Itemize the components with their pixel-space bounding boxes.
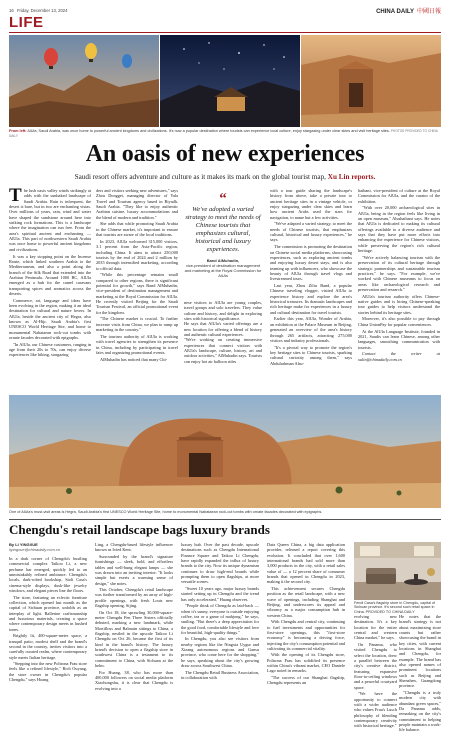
article-headline: An oasis of new experiences	[85, 141, 365, 167]
fendi-store-photo	[354, 542, 441, 600]
hero-caption-text: AlUla, Saudi Arabia, was once home to powerful ancient kingdoms and civilizations. It's now a popular destination where tourists can experience local culture, enjoy stargazing under clear skies and visit heritage sites.	[27, 129, 390, 133]
pull-quote-attribution	[184, 258, 262, 278]
hero-photos	[9, 35, 441, 127]
paragraph: he lush oasis valley winds strikingly at odds with the sunbaked landscape of Saudi Arabia. Rain is infrequent, the desert is bare, but in two are enchanting vistas. Over millions of years, rain, wind and water have shaped the sandstone around here into striking rock formations. This is a landscape where the imagination can run free. From the area's spiritual ancient and enchanting — AlUla. This part of northwestern Saudi Arabia was once home to powerful ancient kingdoms and civilizations.	[9, 188, 91, 252]
section-title: LIFE	[9, 14, 44, 31]
article-deck	[9, 173, 441, 181]
article-column-1	[9, 188, 91, 393]
paragraph: "It's a pivotal way to promote the region's key heritage sites to Chinese tourists, sparking cultural curiosity among them," says Abdulrahman Alsu-	[270, 344, 352, 366]
paragraph: This October, Chengdu's retail landscape was further transformed by an array of high-profile openings, with fresh Louis new flagship opening, Sijing.	[95, 587, 173, 609]
hero-caption	[9, 129, 441, 138]
paragraph: For Huang, 38, who has more than 400,000 followers on social media platform Xiaohongshu, it is clear that Chengdu is evolving into a	[95, 669, 173, 691]
byline-name: By LI YINGXUE	[9, 542, 38, 547]
paragraph: "While this percentage remains small compared to other regions, there is significant potential for growth," says Band AlMuhadin, vice-president of destination management and marketing at the Royal Commission for AlUla. He recently visited Beijing for the Saudi Tourism Festival, an official promotional event for the kingdom.	[96, 272, 178, 315]
pull-quote-text: We've adopted a varied strategy to meet the needs of Chinese tourists that emphasizes cultural, historical and luxury experiences.	[185, 206, 261, 253]
paragraph: The commission is promoting the destination on Chinese social media platforms, showcasing experiences, such as exploring ancient tombs and enjoying luxury desert stays, and is also teaming up with influencers, who showcase the beauty of AlUla through travel vlogs and livestreamed tours.	[270, 244, 352, 282]
paragraph: The tourism authority of AlUla is working with travel agencies to strengthen its presence in China, including by participating in travel fairs and organizing promotional events.	[96, 333, 178, 355]
paragraph: "We have the opportunity to connect with a wider audience who values Frau's Lusch philosophy of blending contemporary creativity with historical heritage."	[354, 691, 397, 729]
paragraph: "We've adapted a varied strategy, to meet the needs of Chinese tourists, that emphasizes cultural, historical and luxury experiences," he says.	[270, 221, 352, 243]
photo-stargazing	[160, 35, 300, 127]
writer-contact: Contact the writer at xulin@chinadaily.com.cn	[358, 351, 440, 362]
hegra-photo	[9, 395, 441, 508]
paragraph: In a dark corner of Chengdu's bustling commercial complex Taikoo Li, a new perfume bar emerged, quickly led to an unmistakably refined ambiance. Chengdu's locals, dark-robed bookshop, Stoli Casa's cinema-style displays, dusk-like jewelry windows, and elegant pieces line the floors.	[9, 556, 87, 594]
paragraph: She adds that while promoting Saudi Arabia to the Chinese market, it's important to ensure that tourists are aware of the local traditions.	[96, 221, 178, 238]
article2-column-1	[9, 556, 87, 742]
paragraph: The store, featuring an eclectic furniture collection, which opened last month as the capital of Sichuan province, unfolds as an interplay of light. Ballerine craftsmanship and luxurious materials, creating a space where contemporary design meets in hushed tones.	[9, 594, 87, 632]
paragraph: This achievement secures Chengdu position as the retail landscape, with a new wave of openings, including Shanghai and Beijing, and underscores its appeal and vibrancy as a major consumption hub in western China.	[267, 585, 345, 618]
paragraph: evolving new destination. It's a key location for the entire central and western China market," he says.	[354, 614, 397, 641]
article2-column-6	[399, 614, 441, 742]
photo-balloons	[9, 35, 159, 127]
paragraph: "We're actively balancing tourism with the preservation of its cultural heritage through strategic partnerships and sustainable tourism practices," he says. "For example, we've worked with Chinese museums to focus on areas like archaeological research and preservation and research."	[358, 254, 440, 292]
article2-column-4	[267, 542, 345, 742]
deck-author: Xu Lin reports.	[327, 173, 376, 181]
paragraph: "Stepping into the new Poltrona Frau store feels like a refined lifestyle," Rich Ouyang, the store owner in Chengdu's popular Chengdu," says Hoang	[9, 661, 87, 683]
paragraph: with a tour guide sharing the landscape's history from above, take a private tour to ancient heritage sites in a vintage vehicle, or enjoy stargazing under clear skies and learn how ancient Arabs used the stars for navigation, to name but a few activities.	[270, 188, 352, 220]
paragraph: In 2023, AlUla welcomed 315,000 visitors, 3.1 percent from the Asia-Pacific region, including China. It aims to attract 250,000 tourists by the end of 2024 and 2 million by 2035 through intensified marketing, according to official data.	[96, 238, 178, 271]
article2-column-2	[95, 542, 173, 742]
paragraph: "The Chinese market is crucial. To further increase visits from China, we plan to ramp up marketing in the country."	[96, 316, 178, 333]
paragraph: The Chengdu Retail Business Association, in collaboration with	[181, 669, 259, 680]
paragraph: haibani, vice-president of culture at the Royal Commission for AlUla, and the curator of the exhibition.	[358, 188, 440, 204]
paragraph: nese visitors to AlUla are young couples, travel groups and solo travelers. They value culture and history, and delight in exploring sites with historical significance.	[184, 300, 262, 322]
article-column-2	[96, 188, 178, 393]
hero-caption-label: From left:	[9, 129, 27, 133]
article2-column-5	[354, 614, 397, 742]
paragraph: Earlier this year, AlUla, Wonder of Arabia, an exhibition at the Palace Museum in Beijing, generated an overview of the area's history through 265 artifacts, attracting 275,000 visitors and industry professionals.	[270, 316, 352, 343]
paragraph: "With over 20,000 archaeological sites in AlUla, being in the region feels like living in an open museum," Alsuhaibani says. He notes that AlUla is dedicated to making its cultural offerings available to a diverse audience and says that they have put more efforts into enhancing the experience for Chinese visitors, while preserving the region's rich cultural heritage.	[358, 205, 440, 254]
drop-cap: T	[9, 188, 22, 206]
paragraph: On Oct 18, the sprawling 30,000-square-meter Chengdu Fen Three Sisters officially debuted, marking a new landmark, while Mortifloss and Balmain sittings to China, a flagship, nestled in the upscale Taikoo Li Chengdu on Oct 26, became the first of its kind in the brand's history. The luxury brand's decision to open a flagship store in southwest China is a testament to its commitment to China, with Sichuan at the helm.	[95, 609, 173, 669]
paragraph: With the opening of its Chengdu store, Poltrona Frau has solidified its presence within China's vibrant market, CEO Daniele Lago noted in remarks.	[267, 652, 345, 674]
quote-mark-icon: “	[219, 191, 227, 207]
paragraph: Data Queen China, a big data application provider, released a report covering this evolution. It concluded that over 1,600 international brands had sold more than 3,000 products in the city, with a retail sales value of — a 12 percent share of consumer brands that opened in Chengdu in 2023, making it the second city.	[267, 542, 345, 585]
paragraph: AlMuhadin has noticed that many Chi-	[100, 356, 168, 362]
article-column-5	[358, 188, 440, 393]
issue-date: Friday, December 13, 2024	[17, 8, 68, 13]
fendi-store-image	[354, 542, 441, 600]
paragraph: Brightly lit, 400-square-meter space, a tranquil patio, modest shelf and the brand's second in the country, invites visitors into a carefully curated realm, where contemporary style meets Italian heritage.	[9, 633, 87, 660]
section-rule	[9, 32, 441, 33]
paragraph: He says that AlUla's varied offerings are a new location for offering a blend of history and authentic cultural experiences.	[184, 321, 262, 338]
paragraph: At the AlUla Language Institute, founded in 2021, Saudis can learn Chinese, among other languages, smoothing communication with tourists.	[358, 328, 440, 350]
paragraph: Surrounded by the brand's signature furnishings — sleek, bold, and effortless tables and well-hung elegant lamps — she was drawn into an inviting interior. "It looks simple but exerts a warming sense of design," she notes.	[95, 553, 173, 586]
article2-column-3	[181, 542, 259, 742]
paragraph: With Chengdu and central city, continuing to fuel investments and opportunities for first-store openings, this "first-store economy" is becoming a driving force, injecting the city's consumption potential and cultivating its commercial vitality.	[267, 619, 345, 651]
hero-photo-collage	[9, 35, 441, 127]
byline-email: liyingxue@chinadaily.com.cn	[9, 547, 61, 552]
paragraph: "Sweet 10 years ago, major luxury brands started setting up in Chengdu and the trend has only accelerated," Huang observes.	[181, 585, 259, 602]
top-bar	[9, 6, 441, 16]
hero-caption-credit: PHOTOS PROVIDED TO CHINA DAILY	[9, 129, 438, 138]
paragraph: "Chengdu is a truly modern city with abundant green spaces," Da Panama adds, remarking on the city's commitment to helping people maintain a work-life balance.	[399, 690, 441, 733]
paragraph: On Panama, who visited Chengdu to select the location, drew a parallel between the city's creative district, featuring expansive floor-to-ceiling windows and a peaceful courtyard space.	[354, 641, 397, 690]
hegra-photo-image	[9, 395, 441, 508]
paragraph: "We're working on creating immersive experiences that connect visitors with AlUla's landscape, culture, history, art and outdoor activities," AlMuhadin says. Tourists can enjoy hot air balloon rides	[184, 337, 262, 364]
page-number: 16	[9, 8, 14, 13]
pull-quote-title: vice-president of destination management and marketing at the Royal Commission for AlUla	[184, 263, 262, 278]
paragraph: Moreover, it's also possible to pay through China UnionPay for popular conveniences.	[358, 316, 440, 327]
paragraph: Ling, a Chengdu-based lifestyle influencer known as Ivied Kent.	[95, 542, 173, 553]
article-divider	[9, 519, 441, 520]
paragraph: "In AlUla, our Chinese customers, ranging in age from their 20s to 70s, can enjoy diverse experiences like hiking, stargazing	[9, 341, 91, 358]
paragraph: "The success of our Shanghai flagship, Chengdu represents an	[267, 675, 345, 686]
article-column-3	[184, 300, 262, 393]
pull-quote	[184, 191, 262, 278]
paragraph: It was a key stopping point on the Incense Route, which linked southern Arabia to the Mediterranean, and also a point along the branch of the Silk Road that extended into the Arabian Peninsula. Around 1000 BC, AlUla emerged as a hub for the camel caravans transporting spices and aromatics across the deserts.	[9, 253, 91, 296]
pull-quote-name: Band AlMuhadin,	[206, 258, 240, 263]
paragraph: luxury hub. Over the past decade, upscale destinations such as Chengdu International Finance Square and Taikoo Li Chengdu, have rapidly expanded the influx of luxury brands to the city. Now its unique dynamism continues to draw high-end brands while prompting them to open flagships, at more versatile scenes.	[181, 542, 259, 585]
article-column-4	[270, 188, 352, 393]
paragraph: Commerce, art, language and ideas have been evolving in the region, making it an ideal destination for cultural and nature lovers. In AlUla, beside the ancient city of Hegra, also known as Al-Hijr, Saudi Arabia's first UNESCO World Heritage Site, and home to monumental Nabataean rock-cut tombs with ornate facades decorated with epigraphs.	[9, 297, 91, 341]
paragraph: "People think of Chengdu as laid-back — when it's sunny, everyone is outside enjoying coffee, tea or a game of mahjong," he says, smiling. "But there's a deep appreciation for the good food, comfortable lifestyle and love for beautiful, high-quality things."	[181, 603, 259, 635]
paragraph: In Chengdu, you also see visitors from nearby regions like the Ningxia Uygur and Xizang autonomous regions and Gansu province, who come here for the shopping," he says, speaking about the city's growing draw across Southwest China.	[181, 636, 259, 669]
masthead-title: CHINA DAILY	[376, 9, 414, 15]
article2-headline: Chengdu's retail landscape bags luxury brands	[9, 522, 270, 537]
masthead	[376, 6, 441, 15]
hegra-caption: One of AlUla's must-visit areas is Hegra, Saudi Arabia's first UNESCO World Heritage Site, home to monumental Nabataean rock-cut tombs with ornate facades decorated with epigraphs.	[9, 510, 323, 514]
fendi-store-caption: Fendi Casa's flagship store in Chengdu, capital of Sichuan province. It's second such retail space in China. PROVIDED TO CHINA DAILY	[354, 601, 436, 614]
paragraph: ders and visitors seeking new adventures," says Zhou Donggei, managing director of Yala Travel and Tourism agency based in Riyadh, Saudi Arabia. "They like to enjoy authentic Arabian cuisine, luxury accommodations and the blend of modern and tradition."	[96, 188, 178, 220]
paragraph: AlUla's tourism authority offers Chinese-native guides and is hiring Chinese-speaking tour guides to help visitors understand the stories behind its heritage sites.	[358, 293, 440, 315]
masthead-chinese: 中國日報	[416, 9, 441, 15]
deck-text: Saudi resort offers adventure and culture as it makes its mark on the global tourist map,	[74, 173, 326, 181]
paragraph: Last year, Zhou Ziliu Band, a popular Chinese traveling vlogger, visited AlUla to experience history and explore the area's historical treasures. Its dramatic landscapes and rich heritage make for experiences in a luxury and cultural destination for travel tourists.	[270, 283, 352, 315]
paragraph: He notes that the brand's strategy is not about maximizing store counts but rather showcasing the brand in key cities, with current locations in Shanghai and Chengdu, for example. The brand has also opened names of prominent locations such as Beijing and Shenzhen, Guangdong province.	[399, 614, 441, 689]
photo-heritage	[301, 35, 441, 127]
byline	[9, 542, 87, 552]
